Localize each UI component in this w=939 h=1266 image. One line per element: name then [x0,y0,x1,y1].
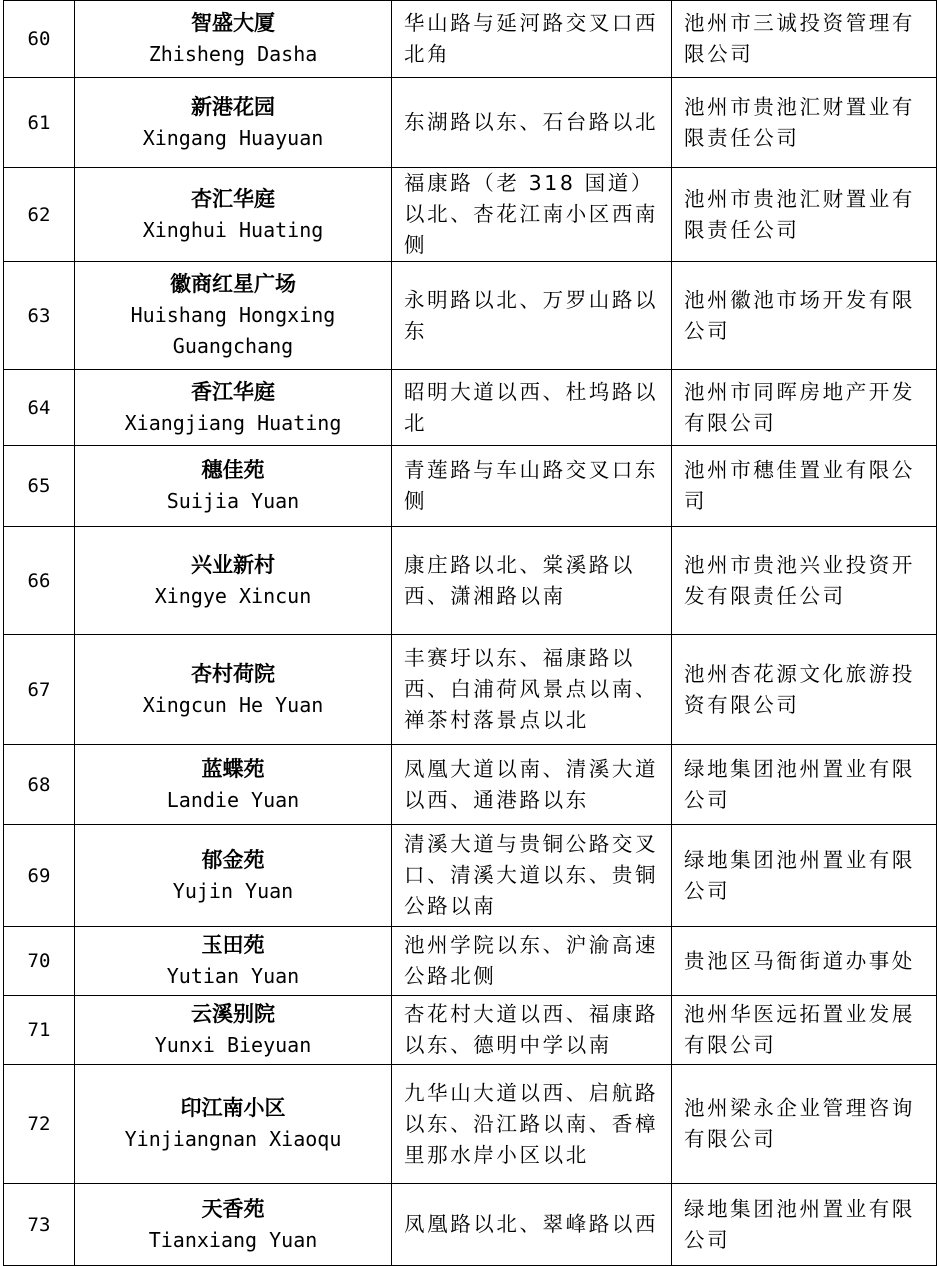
place-name [75,262,392,370]
row-number: 61 [4,78,75,168]
table-row [4,1065,937,1184]
name-chinese: 智盛大厦 [191,11,275,35]
developer: 池州市穗佳置业有限公司 [672,446,937,527]
place-name [75,1,392,78]
developer: 池州梁永企业管理咨询有限公司 [672,1065,937,1184]
place-name [75,825,392,927]
table-row [4,1184,937,1266]
place-name [75,370,392,446]
name-chinese: 玉田苑 [201,933,265,957]
table-row [4,927,937,996]
table-row [4,446,937,527]
row-number: 67 [4,635,75,745]
location: 凤凰大道以南、清溪大道以西、通港路以东 [392,745,672,825]
location: 丰赛圩以东、福康路以西、白浦荷风景点以南、禅茶村落景点以北 [392,635,672,745]
name-pinyin: Landie Yuan [166,787,300,812]
table-row [4,527,937,635]
developer: 池州市同晖房地产开发有限公司 [672,370,937,446]
name-pinyin: Yutian Yuan [166,964,300,988]
place-name [75,527,392,635]
developer: 池州杏花源文化旅游投资有限公司 [672,635,937,745]
place-name [75,168,392,262]
place-name [75,635,392,745]
name-chinese: 蓝蝶苑 [201,756,265,781]
developer: 绿地集团池州置业有限公司 [672,825,937,927]
row-number: 72 [4,1065,75,1184]
name-pinyin: Xinghui Huating [142,217,324,242]
name-pinyin: Zhisheng Dasha [148,42,318,66]
table-row [4,78,937,168]
row-number: 64 [4,370,75,446]
name-chinese: 云溪别院 [191,1002,275,1026]
name-pinyin: Yinjiangnan Xiaoqu [124,1127,342,1151]
developer: 池州华医远拓置业发展有限公司 [672,996,937,1065]
location: 华山路与延河路交叉口西北角 [392,1,672,78]
location: 福康路（老 318 国道）以北、杏花江南小区西南侧 [392,168,672,262]
table-row [4,168,937,262]
row-number: 68 [4,745,75,825]
location: 九华山大道以西、启航路以东、沿江路以南、香樟里那水岸小区以北 [392,1065,672,1184]
name-pinyin: Huishang Hongxing Guangchang [130,303,336,358]
row-number: 60 [4,1,75,78]
name-chinese: 杏村荷院 [191,661,275,686]
table-row [4,996,937,1065]
developer: 池州市贵池汇财置业有限责任公司 [672,168,937,262]
name-chinese: 郁金苑 [201,847,265,872]
name-chinese: 印江南小区 [180,1096,286,1120]
name-pinyin: Xingang Huayuan [142,125,324,150]
developer: 绿地集团池州置业有限公司 [672,745,937,825]
name-pinyin: Yunxi Bieyuan [154,1033,312,1057]
table-row [4,635,937,745]
row-number: 73 [4,1184,75,1266]
developer: 绿地集团池州置业有限公司 [672,1184,937,1266]
location: 昭明大道以西、杜坞路以北 [392,370,672,446]
table-row [4,825,937,927]
table-row [4,262,937,370]
location: 永明路以北、万罗山路以东 [392,262,672,370]
developer: 池州市三诚投资管理有限公司 [672,1,937,78]
row-number: 65 [4,446,75,527]
name-chinese: 杏汇华庭 [191,186,275,211]
location: 凤凰路以北、翠峰路以西 [392,1184,672,1266]
name-pinyin: Xingcun He Yuan [142,692,324,717]
location: 东湖路以东、石台路以北 [392,78,672,168]
place-name [75,996,392,1065]
name-pinyin: Xiangjiang Huating [124,410,342,435]
name-pinyin: Yujin Yuan [172,878,294,903]
row-number: 69 [4,825,75,927]
name-chinese: 穗佳苑 [201,458,265,482]
developer: 贵池区马衙街道办事处 [672,927,937,996]
location: 康庄路以北、棠溪路以西、潇湘路以南 [392,527,672,635]
name-pinyin: Xingye Xincun [154,583,312,608]
row-number: 62 [4,168,75,262]
name-chinese: 香江华庭 [191,379,275,404]
place-name [75,1184,392,1266]
place-name [75,745,392,825]
name-pinyin: Tianxiang Yuan [148,1227,318,1252]
row-number: 66 [4,527,75,635]
place-names-table [3,0,937,1266]
place-name [75,446,392,527]
developer: 池州市贵池兴业投资开发有限责任公司 [672,527,937,635]
table-row [4,370,937,446]
location: 池州学院以东、沪渝高速公路北侧 [392,927,672,996]
table-body [4,1,937,1266]
location: 青莲路与车山路交叉口东侧 [392,446,672,527]
name-chinese: 新港花园 [191,94,275,119]
name-pinyin: Suijia Yuan [166,489,300,513]
name-chinese: 兴业新村 [191,552,275,577]
table-row [4,1,937,78]
place-name [75,927,392,996]
row-number: 70 [4,927,75,996]
table-row [4,745,937,825]
developer: 池州市贵池汇财置业有限责任公司 [672,78,937,168]
place-name [75,1065,392,1184]
place-name [75,78,392,168]
name-chinese: 天香苑 [201,1196,265,1221]
row-number: 63 [4,262,75,370]
row-number: 71 [4,996,75,1065]
name-chinese: 徽商红星广场 [170,272,296,296]
location: 杏花村大道以西、福康路以东、德明中学以南 [392,996,672,1065]
location: 清溪大道与贵铜公路交叉口、清溪大道以东、贵铜公路以南 [392,825,672,927]
developer: 池州徽池市场开发有限公司 [672,262,937,370]
